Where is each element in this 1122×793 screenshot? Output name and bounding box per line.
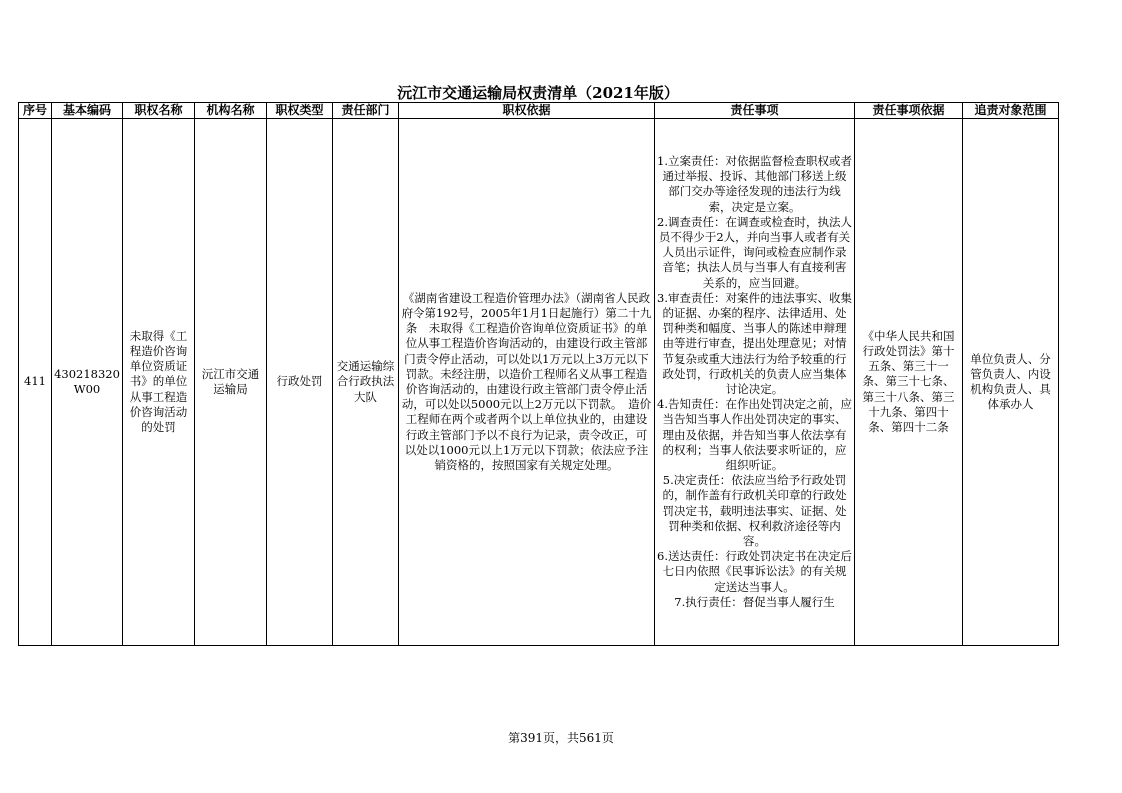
header-basis: 职权依据 [399, 103, 655, 119]
power-duty-table [18, 102, 1059, 646]
header-duty-basis: 责任事项依据 [855, 103, 963, 119]
cell-code: 430218320W00 [52, 119, 123, 646]
document-title: 沅江市交通运输局权责清单（2021年版） [397, 84, 679, 102]
header-power-type: 职权类型 [267, 103, 333, 119]
duty-item-decision: 5.决定责任：依法应当给予行政处罚的，制作盖有行政机关印章的行政处罚决定书，载明违法事实、证据、处罚种类和依据、权利救济途径等内容。 [662, 473, 847, 549]
duty-item-review: 3.审查责任：对案件的违法事实、收集的证据、办案的程序、法律适用、处罚种类和幅度、当事人的陈述申辩理由等进行审查，提出处理意见；对情节复杂或重大违法行为给予较重的行政处罚，行政机关的负责人应当集体讨论决定。 [657, 290, 852, 396]
header-code: 基本编码 [52, 103, 123, 119]
cell-power-name: 未取得《工程造价咨询单位资质证书》的单位从事工程造价咨询活动的处罚 [123, 119, 195, 646]
cell-department: 交通运输综合行政执法大队 [333, 119, 399, 646]
duty-item-notification: 4.告知责任：在作出处罚决定之前，应当告知当事人作出处罚决定的事实、理由及依据，并告知当事人依法享有的权利；当事人依法要求听证的，应组织听证。 [657, 397, 852, 473]
cell-accountability: 单位负责人、分管负责人、内设机构负责人、具体承办人 [963, 119, 1059, 646]
cell-duty-basis: 《中华人民共和国行政处罚法》第十五条、第三十一条、第三十七条、第三十八条、第三十九条、第四十条、第四十二条 [855, 119, 963, 646]
header-accountability: 追责对象范围 [963, 103, 1059, 119]
cell-agency: 沅江市交通运输局 [195, 119, 267, 646]
duty-item-delivery: 6.送达责任：行政处罚决定书在决定后七日内依照《民事诉讼法》的有关规定送达当事人。 [657, 549, 852, 594]
cell-index: 411 [19, 119, 52, 646]
header-index: 序号 [19, 103, 52, 119]
header-agency: 机构名称 [195, 103, 267, 119]
header-duty-items: 责任事项 [655, 103, 855, 119]
cell-duty-items [655, 119, 855, 646]
cell-basis: 《湖南省建设工程造价管理办法》（湖南省人民政府令第192号，2005年1月1日起施行）第二十九条 未取得《工程造价咨询单位资质证书》的单位从事工程造价咨询活动的，由建设行政主管部门责令停止活动，可以处以1万元以上3万元以下罚款。未经注册，以造价工程师名义从事工程造价咨询活动的，由建设行政主管部门责令停止活动，可以处以5000元以上2万元以下罚款。 造价工程师在两个或者两个以上单位执业的，由建设行政主管部门予以不良行为记录，责令改正，可以处以1000元以上1万元以下罚款；依法应予注销资格的，按照国家有关规定处理。 [399, 119, 655, 646]
table-row [19, 119, 1059, 646]
cell-power-type: 行政处罚 [267, 119, 333, 646]
page-number: 第391页，共561页 [508, 731, 614, 745]
duty-item-filing: 1.立案责任：对依据监督检查职权或者通过举报、投诉、其他部门移送上级部门交办等途径发现的违法行为线索，决定是立案。 [657, 153, 852, 214]
duty-item-execution: 7.执行责任：督促当事人履行生 [674, 594, 835, 609]
header-power-name: 职权名称 [123, 103, 195, 119]
header-department: 责任部门 [333, 103, 399, 119]
table-header-row [19, 103, 1059, 119]
duty-item-investigation: 2.调查责任：在调查或检查时，执法人员不得少于2人，并向当事人或者有关人员出示证件，询问或检查应制作录音笔；执法人员与当事人有直接利害关系的，应当回避。 [657, 214, 852, 290]
